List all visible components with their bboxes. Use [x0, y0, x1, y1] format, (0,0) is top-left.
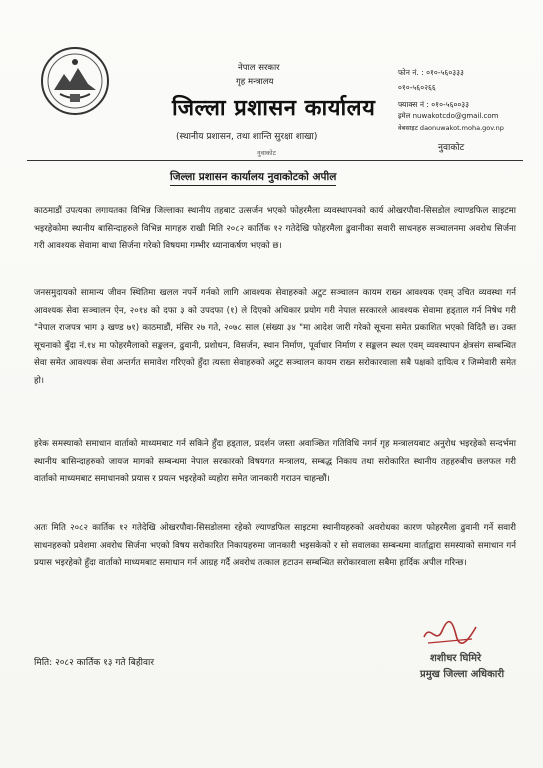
signature-mark [420, 615, 480, 649]
signatory-title: प्रमुख जिल्ला अधिकारी [420, 669, 505, 680]
paragraph-3: हरेक समस्याको समाधान वार्ताको माध्यमबाट गर्न सकिने हुँदा हड्ताल, प्रदर्शन जस्ता अवाञ्छित गतिविधि नगर्न गृह मन्त्रालयबाट अनुरोध भइरहेको सन्दर्भमा स्थानीय बासिन्दाहरुको जायज मागको सम्बन्धमा नेपाल सरकारको विषयगत मन्त्रालय, सम्बद्ध निकाय तथा सरोकारित स्थानीय तहहरुबीच छलफल गरी वार्ताको माध्यमबाट समाधानको प्रयास र प्रयत्न भइरहेको व्यहोरा समेत जानकारी गराउन चाहन्छौं। [34, 439, 516, 484]
stamp-text: नुवाकोट [257, 149, 276, 157]
letter-subject: जिल्ला प्रशासन कार्यालय नुवाकोटको अपील [170, 170, 336, 186]
paragraph-2: जनसमुदायको सामान्य जीवन स्थितिमा खलल नपर्ने गर्नको लागि आवश्यक सेवाहरुको अटुट सञ्चालन कायम राख्न आवश्यक एवम् उचित व्यवस्था गर्न आवश्यक सेवा सञ्चालन ऐन, २०१४ को दफा ३ को उपदफा (१) ले दिएको अधिकार प्रयोग गरी नेपाल सरकारले आवश्यक सेवामा हड्ताल गर्न निषेध गरी "नेपाल राजपत्र भाग ३ खण्ड ७१) काठमाडौं, मंसिर २७ गते, २०७८ साल (संख्या ३४ "मा आदेश जारी गरेको सूचना समेत प्रकाशित भएको विदितै छ। उक्त सूचनाको बुँदा नं.१४ मा फोहरमैलाको सङ्कलन, ढुवानी, प्रशोधन, विसर्जन, स्थान निर्माण, पूर्वाधार निर्माण र सङ्कलन स्थल एवम् व्यवस्थापन क्षेत्रसंग सम्बन्धित सेवा समेत आवश्यक सेवा अन्तर्गत समावेश गरिएको हुँदा त्यस्ता सेवाहरुको अटुट सञ्चालन कायम राख्न सरोकारवाला सबै पक्षको दायित्व र जिम्मेवारी समेत हो। [34, 288, 516, 386]
government-name: नेपाल सरकार [238, 63, 280, 73]
office-location: नुवाकोट [438, 143, 465, 153]
ministry-name: गृह मन्त्रालय [236, 77, 274, 87]
paragraph-4: अतः मिति २०८२ कार्तिक १२ गतेदेखि ओखरपौवा-सिसडोलमा रहेको ल्याण्डफिल साइटमा स्थानीयहरुको अवरोधका कारण फोहरमैला ढुवानी गर्ने सवारी साधनहरुको प्रवेशमा अवरोध सिर्जना भएको विषय सरोकारित निकायहरुमा जानकारी भइसकेको र सो सवालका सम्बन्धमा वार्ताद्वारा समस्याको समाधान गर्न प्रयास भइरहेको हुँदा वार्ताको माध्यमबाट समाधान गर्न आग्रह गर्दै अवरोध तत्काल हटाउन सम्बन्धित सरोकारवाला सबैमा हार्दिक अपील गरिन्छ। [34, 523, 516, 568]
phone-secondary: ०१०-५६०२६६ [398, 83, 436, 92]
office-title: जिल्ला प्रशासन कार्यालय [172, 96, 376, 121]
phone-primary: फोन नं. : ०१०-५६०३३३ [398, 68, 464, 77]
paragraph-1: काठमाडौं उपत्यका लगायतका विभिन्न जिल्लाका स्थानीय तहबाट उत्सर्जन भएको फोहरमैला व्यवस्थापनको कार्य ओखरपौवा-सिसडोल ल्याण्डफिल साइटमा भइरहेकोमा स्थानीय बासिन्दाहरुले विभिन्न मागहरु राखी मिति २०८२ कार्तिक १२ गतेदेखि फोहरमैला ढुवानीका सवारी साधनहरु सञ्चालनमा अवरोध सिर्जना गरी आवश्यक सेवामा बाधा सिर्जना गरेको विषयमा गम्भीर ध्यानाकर्षण भएको छ। [34, 206, 516, 251]
header-divider [27, 160, 523, 161]
nepal-emblem-icon [40, 46, 110, 116]
signatory-name: शशीधर घिमिरे [430, 653, 482, 664]
letter-date: मिति: २०८२ कार्तिक १३ गते बिहीवार [34, 658, 155, 668]
fax-number: फ्याक्स नं : ०१०-५६००३३ [398, 100, 470, 109]
website-address: वेबसाइट daonuwakot.moha.gov.np [398, 124, 504, 132]
email-address: इमेल nuwakotcdo@gmail.com [398, 112, 499, 120]
office-subtitle: (स्थानीय प्रशासन, तथा शान्ति सुरक्षा शाखा) [176, 132, 318, 142]
